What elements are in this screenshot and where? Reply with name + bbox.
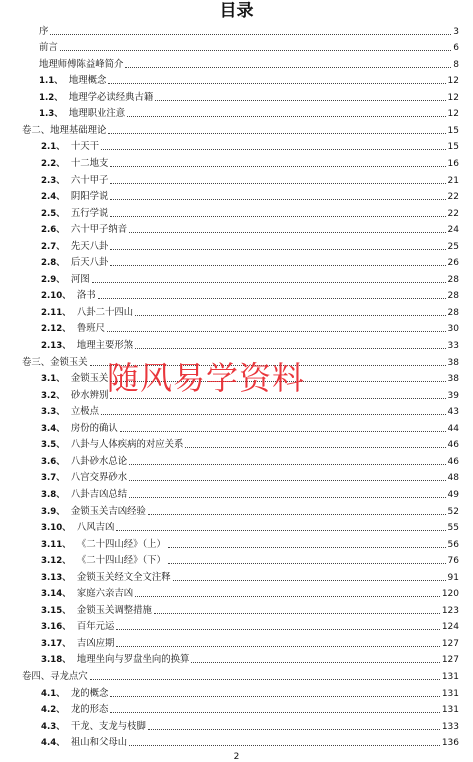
toc-entry[interactable] [39,104,459,121]
toc-entry-page: 127 [441,638,459,649]
toc-entry-number: 2.13、 [41,341,71,352]
toc-entry-title: 地理坐向与罗盘坐向的换算 [76,654,190,666]
toc-entry-number: 2.1、 [41,142,65,153]
toc-entry-title: 祖山和父母山 [70,737,128,749]
toc-dot-leader [127,116,445,117]
toc-entry-title: 《二十四山经》（下） [76,555,166,567]
toc-dot-leader [110,166,445,167]
toc-entry[interactable] [22,120,459,137]
toc-dot-leader [154,613,440,614]
toc-entry-page: 28 [447,291,459,302]
toc-dot-leader [110,249,445,250]
toc-entry-page: 39 [447,390,459,401]
toc-entry-page: 52 [447,506,459,517]
toc-entry-title: 卷三、金锁玉关 [22,356,88,368]
toc-entry[interactable] [41,501,459,518]
toc-entry-number: 1.2、 [39,92,63,103]
toc-entry-number: 3.6、 [41,456,65,467]
toc-entry[interactable] [41,402,459,419]
toc-entry-page: 46 [447,440,459,451]
toc-entry-page: 24 [447,225,459,236]
toc-entry-page: 46 [447,456,459,467]
toc-entry[interactable] [41,633,459,650]
toc-entry-title: 立极点 [70,406,99,418]
toc-entry-number: 3.7、 [41,473,65,484]
toc-entry-page: 123 [441,605,459,616]
toc-entry[interactable] [41,253,459,270]
toc-entry-number: 3.12、 [41,556,71,567]
toc-entry[interactable] [41,319,459,336]
toc-dot-leader [148,514,446,515]
toc-entry-title: 金锁玉关 [70,373,109,385]
toc-entry[interactable] [41,418,459,435]
toc-entry-title: 百年元运 [76,621,115,633]
toc-entry-page: 16 [447,158,459,169]
toc-dot-leader [191,662,439,663]
toc-entry-number: 3.2、 [41,390,65,401]
toc-entry[interactable] [39,71,459,88]
toc-dot-leader [60,50,452,51]
toc-entry-title: 卷四、寻龙点穴 [22,671,88,683]
toc-entry[interactable] [41,617,459,634]
toc-dot-leader [135,348,445,349]
toc-entry-page: 26 [447,258,459,269]
toc-entry-title: 房份的确认 [70,422,118,434]
toc-entry-title: 五行学说 [70,207,109,219]
toc-entry[interactable] [41,518,459,535]
toc-entry-number: 2.7、 [41,241,65,252]
toc-entry-page: 55 [447,523,459,534]
toc-entry-page: 30 [447,324,459,335]
toc-entry[interactable] [41,551,459,568]
toc-entry[interactable] [39,21,459,38]
toc-entry-title: 八卦砂水总论 [70,455,128,467]
toc-entry[interactable] [41,236,459,253]
toc-entry-title: 金锁玉关经文全文注释 [76,571,171,583]
toc-entry[interactable] [41,286,459,303]
toc-entry-page: 38 [447,374,459,385]
toc-entry-title: 前言 [39,42,58,54]
toc-entry-number: 3.14、 [41,589,71,600]
toc-dot-leader [116,629,439,630]
toc-entry-number: 3.15、 [41,605,71,616]
toc-entry-title: 金锁玉关调整措施 [76,604,152,616]
toc-entry-page: 127 [441,655,459,666]
toc-dot-leader [50,34,451,35]
toc-entry-title: 八卦二十四山 [76,306,134,318]
toc-entry-number: 2.12、 [41,324,71,335]
toc-entry-number: 3.13、 [41,572,71,583]
toc-entry-title: 地理主要形煞 [76,340,134,352]
toc-entry-page: 21 [447,175,459,186]
toc-entry-number: 2.8、 [41,258,65,269]
toc-entry-title: 龙的概念 [70,687,109,699]
toc-entry-number: 1.1、 [39,76,63,87]
toc-entry[interactable] [41,600,459,617]
toc-entry-title: 序 [39,25,49,37]
toc-entry-title: 地理职业注意 [68,108,126,120]
toc-entry-page: 131 [441,705,459,716]
toc-entry-title: 八宫交界砂水 [70,472,128,484]
toc-dot-leader [101,149,446,150]
toc-entry-number: 2.2、 [41,158,65,169]
toc-dot-leader [110,265,445,266]
toc-entry-title: 卷二、地理基础理论 [22,124,107,136]
toc-entry-number: 2.10、 [41,291,71,302]
toc-entry-page: 15 [447,125,459,136]
toc-dot-leader [168,547,446,548]
toc-entry-title: 《二十四山经》（上） [76,538,166,550]
toc-entry-title: 地理概念 [68,75,107,87]
toc-entry-number: 4.2、 [41,705,65,716]
toc-entry-title: 地理学必读经典古籍 [68,91,154,103]
toc-entry-page: 136 [441,738,459,749]
toc-dot-leader [101,414,446,415]
toc-dot-leader [135,315,445,316]
toc-entry-page: 76 [447,556,459,567]
toc-entry-title: 砂水辨别 [70,389,109,401]
toc-dot-leader [129,232,445,233]
toc-entry-title: 洛书 [76,290,96,302]
toc-entry[interactable] [41,451,459,468]
toc-entry[interactable] [39,54,459,71]
toc-entry-title: 六十甲子 [70,174,109,186]
toc-entry-page: 120 [441,589,459,600]
toc-dot-leader [129,464,445,465]
toc-entry-number: 2.6、 [41,225,65,236]
toc-entry-page: 12 [447,109,459,120]
toc-dot-leader [129,480,445,481]
toc-entry-title: 先天八卦 [70,240,109,252]
toc-entry-page: 22 [447,192,459,203]
toc-entry[interactable] [41,567,459,584]
toc-entry[interactable] [41,302,459,319]
toc-entry[interactable] [41,187,459,204]
toc-entry-number: 3.4、 [41,423,65,434]
toc-entry-title: 龙的形态 [70,704,109,716]
toc-entry-number: 2.4、 [41,192,65,203]
toc-entry[interactable] [41,683,459,700]
toc-entry-number: 2.11、 [41,307,71,318]
toc-dot-leader [110,183,445,184]
toc-entry-title: 干龙、支龙与枝脚 [70,720,146,732]
toc-entry[interactable] [41,269,459,286]
toc-entry-number: 3.10、 [41,523,71,534]
toc-entry-page: 56 [447,539,459,550]
toc-entry-page: 131 [441,688,459,699]
toc-entry-page: 38 [447,357,459,368]
toc-dot-leader [168,563,446,564]
toc-entry-page: 12 [447,76,459,87]
toc-entry-number: 4.1、 [41,688,65,699]
toc-entry[interactable] [41,153,459,170]
toc-entry-number: 1.3、 [39,109,63,120]
toc-entry-page: 43 [447,407,459,418]
toc-dot-leader [155,100,445,101]
toc-entry-page: 25 [447,241,459,252]
toc-entry-number: 3.8、 [41,489,65,500]
toc-entry-page: 28 [447,307,459,318]
toc-dot-leader [108,83,445,84]
toc-dot-leader [125,67,451,68]
toc-entry-page: 133 [441,721,459,732]
toc-entry[interactable] [41,700,459,717]
toc-entry-page: 44 [447,423,459,434]
toc-entry-number: 3.18、 [41,655,71,666]
toc-entry-page: 3 [453,26,459,37]
toc-dot-leader [90,679,440,680]
toc-dot-leader [116,530,445,531]
toc-entry[interactable] [41,203,459,220]
toc-entry-title: 吉凶应期 [76,637,115,649]
toc-entry-page: 22 [447,208,459,219]
toc-entry[interactable] [41,170,459,187]
toc-entry[interactable] [41,435,459,452]
toc-entry-number: 4.3、 [41,721,65,732]
toc-entry-number: 3.3、 [41,407,65,418]
toc-entry-title: 地理师傅陈益峰简介 [39,58,124,70]
toc-entry-title: 六十甲子纳音 [70,224,128,236]
toc-dot-leader [107,331,446,332]
toc-dot-leader [148,729,440,730]
toc-entry-page: 124 [441,622,459,633]
toc-entry-number: 2.3、 [41,175,65,186]
toc-entry[interactable] [41,534,459,551]
toc-entry-title: 鲁班尺 [76,323,105,335]
toc-entry[interactable] [41,716,459,733]
toc-entry-number: 3.16、 [41,622,71,633]
toc-entry-title: 家庭六亲吉凶 [76,588,134,600]
toc-entry[interactable] [39,38,459,55]
toc-dot-leader [92,282,446,283]
toc-entry[interactable] [41,650,459,667]
toc-entry-page: 49 [447,489,459,500]
toc-entry-page: 33 [447,341,459,352]
page-title: 目录 [219,1,254,21]
toc-entry-page: 91 [447,572,459,583]
toc-entry-number: 4.4、 [41,738,65,749]
footer-page-number: 2 [233,752,240,762]
toc-dot-leader [173,580,446,581]
toc-dot-leader [135,596,440,597]
toc-entry-page: 12 [447,92,459,103]
toc-dot-leader [129,497,445,498]
toc-entry[interactable] [22,666,459,683]
toc-entry-page: 8 [453,59,459,70]
toc-dot-leader [98,298,446,299]
toc-entry-page: 6 [453,43,459,54]
toc-entry-number: 3.9、 [41,506,65,517]
toc-dot-leader [129,745,440,746]
toc-entry[interactable] [41,733,459,750]
toc-entry-title: 阴阳学说 [70,191,109,203]
toc-dot-leader [116,646,439,647]
toc-entry-title: 十二地支 [70,157,109,169]
toc-entry-number: 3.17、 [41,638,71,649]
toc-entry-number: 3.1、 [41,374,65,385]
toc-entry-title: 后天八卦 [70,257,109,269]
toc-entry-title: 八卦与人体疾病的对应关系 [70,439,184,451]
toc-entry[interactable] [41,468,459,485]
toc-dot-leader [110,696,439,697]
toc-entry-number: 3.5、 [41,440,65,451]
toc-entry-page: 131 [441,672,459,683]
watermark: 随风易学资料 [107,359,306,397]
toc-entry-title: 河图 [70,273,90,285]
toc-entry-title: 金锁玉关吉凶经验 [70,505,146,517]
toc-entry-page: 28 [447,274,459,285]
toc-entry-title: 十天干 [70,141,99,153]
toc-entry[interactable] [41,335,459,352]
toc-entry-number: 2.9、 [41,274,65,285]
toc-dot-leader [110,199,445,200]
toc-dot-leader [108,133,445,134]
toc-entry-page: 48 [447,473,459,484]
toc-entry-page: 15 [447,142,459,153]
toc-dot-leader [185,447,445,448]
toc-dot-leader [110,712,439,713]
toc-entry[interactable] [41,220,459,237]
toc-entry[interactable] [41,484,459,501]
toc-dot-leader [120,431,446,432]
toc-entry[interactable] [39,87,459,104]
toc-entry-title: 八卦吉凶总结 [70,488,128,500]
toc-entry-number: 2.5、 [41,208,65,219]
toc-entry[interactable] [41,584,459,601]
toc-dot-leader [110,216,445,217]
toc-entry-title: 八风吉凶 [76,522,115,534]
toc-entry[interactable] [41,137,459,154]
toc-entry-number: 3.11、 [41,539,71,550]
